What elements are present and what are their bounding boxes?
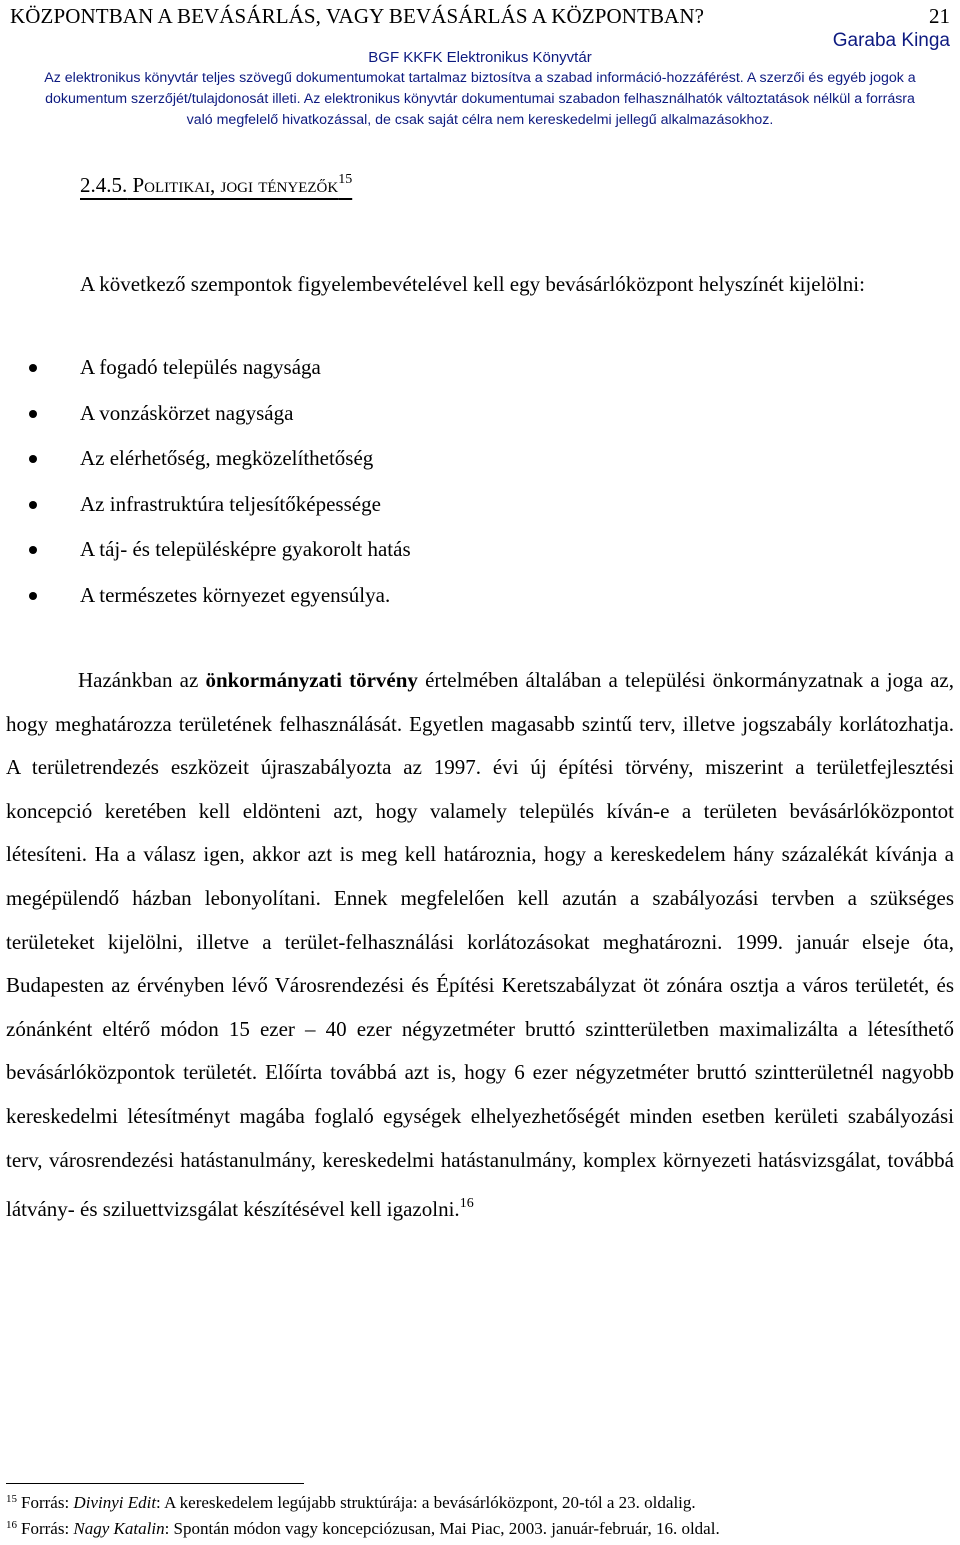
- intro-paragraph: A következő szempontok figyelembevételével kell egy bevásárlóközpont helyszínét kijelölni:: [80, 272, 865, 296]
- library-name: BGF KKFK Elektronikus Könyvtár: [368, 49, 592, 66]
- list-item-text: A táj- és településképre gyakorolt hatás: [80, 537, 411, 561]
- body-text: értelmében általában a települési önkormányzatnak a joga az, hogy meghatározza területének felhasználását. Egyetlen magasabb szintű terv, illetve jogszabály korlátozhatja. A területrendezés eszközeit újraszabályozta az 1997. évi új építési törvény, miszerint a területfejlesztési koncepció keretében kell eldönteni azt, hogy valamely település kíván-e a területen bevásárlóközpontot létesíteni. Ha a válasz igen, akkor azt is meg kell határoznia, hogy a kereskedelem hány százalékát kívánja a megépülendő házban lebonyolítani. Ennek megfelelően kell azután a szabályozási tervben a szükséges területeket kijelölni, illetve a terület-felhasználási korlátozásokat meghatározni. 1999. január elseje óta, Budapesten az érvényben lévő Városrendezési és Építési Keretszabályzat öt zónára osztja a város területét, és zónánként eltérő módon 15 ezer – 40 ezer négyzetméter bruttó szintterületben maximalizálta a létesíthető bevásárlóközpontok területét. Előírta továbbá azt is, hogy 6 ezer négyzetméter bruttó szintterületnél nagyobb kereskedelmi létesítményt magába foglaló egységek elhelyezhetőségét minden esetben kerületi szabályozási terv, városrendezési hatástanulmány, kereskedelmi hatástanulmány, komplex környezeti hatásvizsgálat, továbbá látvány- és sziluettvizsgálat készítésével kell igazolni.: [6, 668, 954, 1222]
- notice-line: való megfelelő hivatkozással, de csak saját célra nem kereskedelmi jellegű alkalmazásokhoz.: [186, 112, 774, 128]
- list-item-text: A természetes környezet egyensúlya.: [80, 582, 391, 607]
- footnote-text: : Spontán módon vagy koncepciózusan, Mai Piac, 2003. január-február, 16. oldal.: [164, 1519, 720, 1538]
- header-top-line: [10, 0, 950, 30]
- author-name: Garaba Kinga: [832, 30, 950, 51]
- notice-line: dokumentum szerzőjét/tulajdonosát illeti. Az elektronikus könyvtár dokumentumai szabadon felhasználhatók változtatások nélkül a forrásra: [45, 91, 915, 107]
- footnote-author: Nagy Katalin: [73, 1519, 165, 1538]
- list-item-text: A vonzáskörzet nagysága: [80, 400, 294, 425]
- footnote-prefix: Forrás:: [21, 1519, 74, 1538]
- list-item: [0, 391, 411, 437]
- footnote-item: [6, 1488, 720, 1514]
- list-item-text: Az elérhetőség, megközelíthetőség: [80, 446, 374, 470]
- chapter-title: KÖZPONTBAN A BEVÁSÁRLÁS, VAGY BEVÁSÁRLÁS A KÖZPONTBAN?: [10, 4, 705, 28]
- notice-line: Az elektronikus könyvtár teljes szövegű dokumentumokat tartalmaz biztosítva a szabad információ-hozzáférést. A szerzői és egyéb jogok a: [44, 70, 916, 86]
- copyright-notice: [0, 47, 960, 131]
- bullet-icon: [29, 546, 37, 554]
- footnote-number: 15: [6, 1493, 17, 1505]
- page-number: 21: [929, 4, 950, 28]
- section-heading: [80, 172, 352, 198]
- criteria-list: [0, 345, 411, 618]
- section-number: 2.4.5.: [80, 173, 128, 197]
- bullet-icon: [29, 455, 37, 463]
- list-item: [0, 345, 411, 391]
- list-item: [0, 573, 411, 619]
- bullet-icon: [29, 501, 37, 509]
- section-title: Politikai, jogi tényezők: [132, 173, 339, 197]
- footnote-ref-16: 16: [459, 1196, 474, 1212]
- list-item: [0, 436, 411, 482]
- footnote-author: Divinyi Edit: [73, 1493, 157, 1512]
- footnote-item: [6, 1514, 720, 1540]
- bullet-icon: [29, 410, 37, 418]
- bullet-icon: [29, 364, 37, 372]
- body-lead: Hazánkban az: [78, 668, 199, 692]
- list-item: [0, 527, 411, 573]
- footnote-ref-15: 15: [338, 172, 353, 187]
- list-item-text: Az infrastruktúra teljesítőképessége: [80, 491, 381, 516]
- bullet-icon: [29, 592, 37, 600]
- body-bold-term: önkormányzati törvény: [205, 668, 418, 692]
- footnote-text: : A kereskedelem legújabb struktúrája: a bevásárlóközpont, 20-tól a 23. oldalig.: [156, 1493, 696, 1512]
- body-paragraph: [6, 659, 954, 1232]
- list-item-text: A fogadó település nagysága: [80, 355, 321, 379]
- footnote-divider: [6, 1483, 304, 1484]
- list-item: [0, 482, 411, 528]
- running-header: [10, 0, 950, 51]
- footnote-number: 16: [6, 1519, 17, 1531]
- footnote-prefix: Forrás:: [21, 1493, 74, 1512]
- footnotes: [6, 1488, 720, 1540]
